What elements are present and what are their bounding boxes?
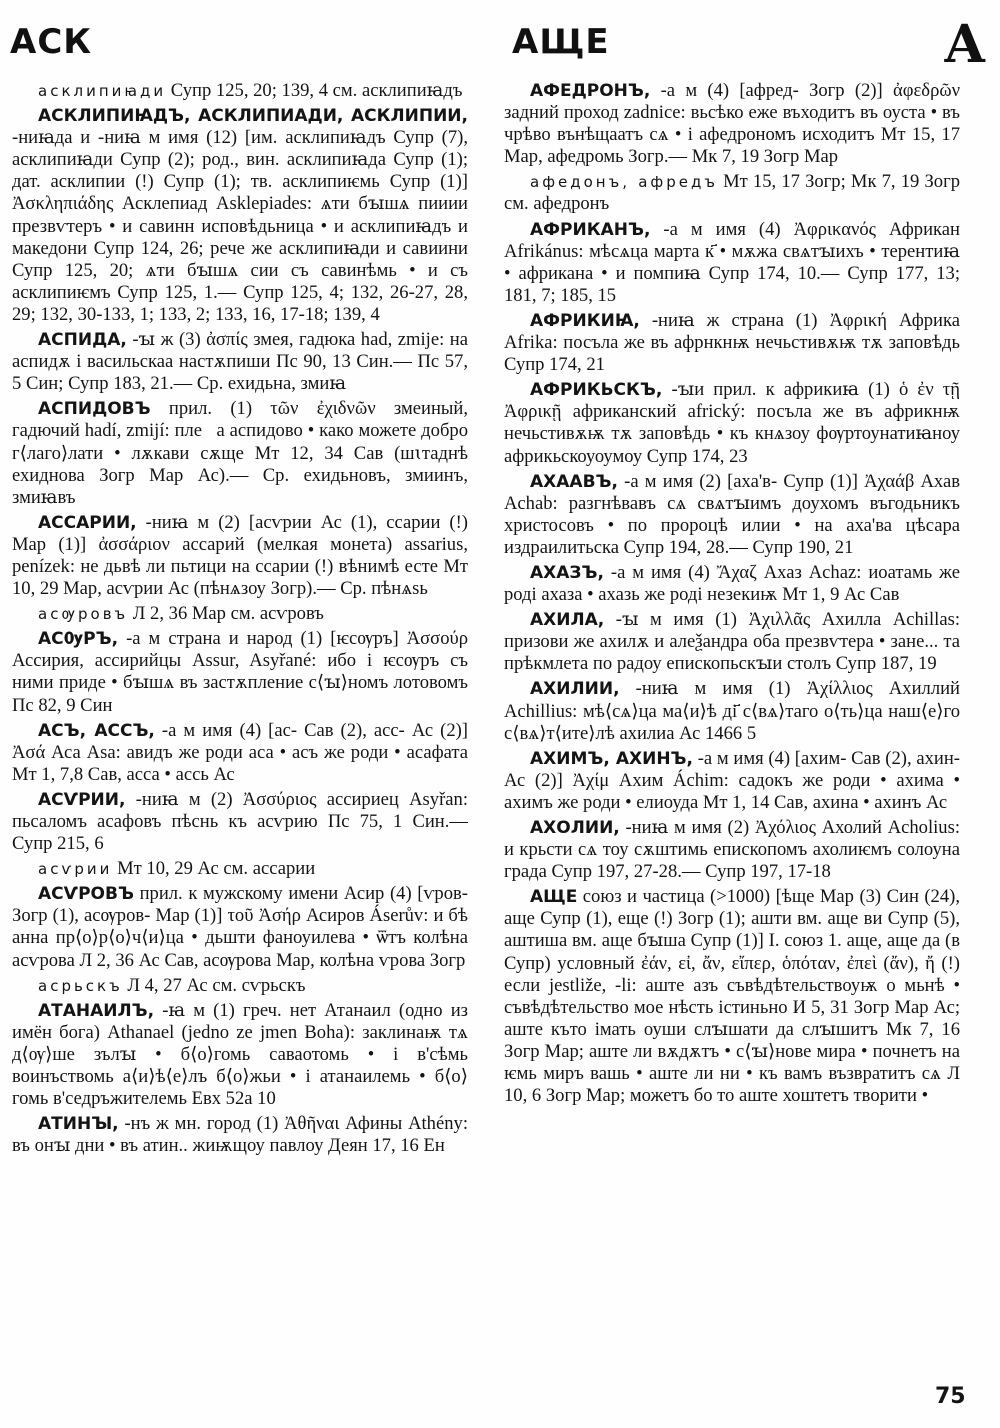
entry-headword: АХИЛА, — [530, 610, 605, 631]
entry-headword: АССАРИИ, — [38, 512, 137, 533]
dictionary-entry — [12, 858, 468, 880]
right-column — [504, 80, 960, 1110]
entry-body: Мт 10, 29 Ас см. ассарии — [112, 858, 316, 880]
entry-body: -ниꙗ м имя (1) Ἀχίλλιος Ахиллий Achillius: мѣ⟨сѧ⟩ца ма⟨и⟩ѣ ді҃ с⟨вѧ⟩таго о⟨ть⟩ца наш⟨е⟩го с⟨вѧ⟩т⟨ите⟩лѣ ахилиа Ас 1466 5 — [504, 678, 960, 744]
dictionary-entry — [12, 628, 468, 716]
running-head-left: АСК — [10, 22, 93, 62]
dictionary-entry — [12, 329, 468, 395]
entry-body: -а м (4) [афред- Зогр (2)] ἀφεδρῶν задний проход zadnice: вьсѣко еже въходитъ въ оуста • въ чрѣво вънѣщаатъ сѧ • і афедрономъ исходитъ Мт 15, 17 Мар, афедромь Зогр.— Мк 7, 19 Зогр Мар — [504, 80, 960, 168]
entry-body: -ниꙗ м имя (2) Ἀχόλιος Ахолий Acholius: и крьсти сѧ тоу сѫштимь епископомъ ахолиѥмъ солоуна града Супр 197, 27-28.— Супр 197, 17-18 — [504, 817, 960, 883]
dictionary-entry — [504, 678, 960, 744]
entry-body: прил. к мужскому имени Асир (4) [ѵров- Зогр (1), асѹров- Мар (1)] τοῦ Ἀσήρ Асиров Áserův: и бѣ анна пр⟨о⟩р⟨о⟩ч⟨и⟩ца • дьшти фаноуилева • ѿтъ колѣна асѵрова Л 2, 36 Ас Сав, асѹрова Мар, колѣна ѵрова Зогр — [12, 883, 468, 971]
page-number: 75 — [935, 1384, 966, 1409]
dictionary-entry — [504, 886, 960, 1107]
entry-headword: АХОЛИИ, — [530, 818, 620, 838]
entry-body: Л 2, 36 Мар см. асѵровъ — [128, 603, 324, 625]
entry-body: -ꙗ м (1) греч. нет Атанаил (одно из имён бога) Athanael (jedno ze jmen Boha): заклинаѭ тѧ д⟨ѹ⟩ше зълꙑ • б⟨о⟩гомь саваотомь • і в'сѣмь воинъствомь а⟨и⟩ѣ⟨е⟩лъ б⟨о⟩жьи • і атанаилемь • б⟨о⟩гомь в'седръжителемь Евх 52а 10 — [12, 999, 468, 1110]
dictionary-entry — [12, 789, 468, 855]
entry-body: -а м имя (4) Ἄχαζ Ахаз Achaz: иоатамь же роді ахаза • ахазь же роді незекиѭ Мт 1, 9 Ас Сав — [504, 561, 960, 606]
entry-headword: АСПИДОВЪ — [38, 399, 151, 420]
dictionary-entry — [12, 603, 468, 625]
dictionary-entry — [12, 1000, 468, 1110]
dictionary-entry — [12, 398, 468, 508]
dictionary-entry — [12, 883, 468, 971]
entry-body: -ꙑи прил. к африкиꙗ (1) ὁ ἐν τῇ Ἀφρικῇ африканский africký: посъла же въ африкнѭ нечьстивѫѭ тѫ заповѣдь • къ кнѧзоу фѹртоунатиꙗноу африкьскоуоумоу Супр 174, 23 — [504, 379, 960, 467]
dictionary-entry — [504, 80, 960, 168]
dictionary-entry — [504, 310, 960, 376]
entry-headword: АФРИКИꙖ, — [530, 310, 640, 331]
dictionary-entry — [12, 720, 468, 786]
entry-body: -а м имя (4) [ахим- Сав (2), ахин- Ас (2)] Ἀχίμ Ахим Áchim: садокъ же роди • ахима • ахимъ же роди • елиоуда Мт 1, 14 Сав, ахина • ахинъ Ас — [504, 747, 960, 813]
entry-body: союз и частица (>1000) [ѣще Мар (3) Син (24), аще Супр (1), еще (!) Зогр (1); ашти вм. аще ви Супр (5), аштиша вм. аще бꙑша Супр (1)] I. союз 1. аще, аще да (в Супр) условный ἐάν, εἰ, ἄν, εἴπερ, ὁπόταν, ἐπεὶ (ἄν), ἤ (!) если jestliže, -li: аште азъ съвѣдѣтельствоуѭ о мьнѣ • съвѣдѣтельство мое нѣсть істиньно И 5, 31 Зогр Мар Ас; аште къто імать оуши слꙑшати да слꙑшитъ Мк 7, 16 Зогр Мар; аште ли вѫдѫтъ • с⟨ꙑ⟩нове мира • почнетъ на ѥмь миръ вашь • аште ли ни • къ вамъ възвратитъ сѧ Л 10, 6 Зогр Мар; можетъ бо то аште хоштетъ творити • — [504, 886, 960, 1107]
entry-headword: афедонъ, афредъ — [530, 173, 718, 192]
entry-body: -ниꙗ м (2) Ἀσσύριος ассириец Asyřan: пьсаломъ асафовъ пѣснь къ асѵрию Пс 75, 1 Син.— Супр 215, 6 — [12, 788, 468, 855]
entry-headword: асѵрии — [38, 860, 113, 879]
left-column — [12, 80, 468, 1160]
entry-headword: АСКЛИПИꙖДЪ, АСКЛИПИАДИ, АСКЛИПИИ, — [38, 106, 468, 127]
entry-body: -а м имя (4) Ἀφρικανός Африкан Afrikánus: мѣсѧца марта к҃ • мѫжа свѧтꙑихъ • терентиꙗ • африкана • и помпиꙗ Супр 174, 10.— Супр 177, 13; 181, 7; 185, 15 — [504, 218, 960, 306]
entry-body: Л 4, 27 Ас см. сѵрьскъ — [122, 974, 306, 996]
entry-headword: АХАЗЪ, — [530, 562, 604, 583]
section-letter: А — [943, 14, 986, 75]
entry-headword: АТИНꙐ, — [38, 1114, 119, 1135]
dictionary-entry — [504, 748, 960, 814]
dictionary-entry — [504, 379, 960, 467]
dictionary-entry — [504, 609, 960, 675]
dictionary-entry — [12, 105, 468, 326]
entry-headword: АХИМЪ, АХИНЪ, — [530, 748, 693, 769]
dictionary-entry — [12, 80, 468, 102]
entry-body: -ꙑ м имя (1) Ἀχιλλᾶς Ахилла Achillas: призови же ахилѫ и алеѯандра оба презвѵтера • зане... та прѣкмлета по радоу епископьскꙑи столъ Супр 187, 19 — [504, 609, 960, 675]
entry-body: -а м имя (2) [аха'в- Супр (1)] Ἀχαάβ Ахав Achab: разгнѣвавъ сѧ свѧтꙑимъ доухомъ въгодьникъ христосовъ • по пророцѣ илии • на аха'ва цѣсара издраилитьска Супр 194, 28.— Супр 190, 21 — [504, 470, 960, 558]
entry-headword: АСЪ, АССЪ, — [38, 720, 155, 741]
dictionary-entry — [12, 512, 468, 600]
dictionary-entry — [504, 817, 960, 883]
dictionary-entry — [504, 471, 960, 559]
dictionary-entry — [504, 562, 960, 606]
dictionary-entry — [504, 219, 960, 307]
entry-headword: асѹровъ — [38, 605, 129, 624]
entry-headword: АСѸРЪ, — [38, 629, 119, 650]
entry-body: Мт 15, 17 Зогр; Мк 7, 19 Зогр см. афедронъ — [504, 171, 960, 215]
entry-headword: АСПИДА, — [38, 330, 127, 351]
dictionary-entry — [504, 171, 960, 215]
entry-body: -а м имя (4) [ас- Сав (2), асс- Ас (2)] Ἀσά Аса Asa: авидъ же роди аса • асъ же роди • асафата Мт 1, 7,8 Сав, асса • ассь Ас — [12, 719, 468, 785]
entry-headword: АХААВЪ, — [530, 471, 618, 492]
entry-headword: асклипиꙗди — [38, 82, 167, 100]
dictionary-entry — [12, 1113, 468, 1157]
entry-headword: АФРИКАНЪ, — [530, 219, 651, 240]
entry-body: -ниꙗда и -ниꙗ м имя (12) [им. асклипиꙗдъ Супр (7), асклипиꙗди Супр (2); род., вин. асклипиꙗда Супр (1); дат. асклипии (!) Супр (1); тв. асклипиѥмь Супр (1)] Ἀσκληπιάδης Асклепиад Asklepiades: ѧти бꙑшѧ пииии презвѵтеръ • и савинн исповѣдьница • и асклипиꙗдъ и македони Супр 124, 26; рече же асклипиꙗди и савиини Супр 125, 20; ѧти бꙑшѧ сии съ савинѣмь • и съ асклипиѥмъ Супр 125, 1.— Супр 125, 4; 132, 26-27, 28, 29; 132, 30-133, 1; 133, 2; 133, 16, 17-18; 139, 4 — [12, 127, 468, 325]
entry-headword: асрьскъ — [38, 976, 123, 995]
entry-body: -нъ ж мн. город (1) Ἀθῆναι Афины Athény: въ онꙑ дни • въ атин.. жиѭщоу павлоу Деян 17, 16 Ен — [12, 1113, 468, 1157]
entry-headword: АФЕДРОНЪ, — [530, 81, 651, 101]
entry-headword: АСѴРИИ, — [38, 789, 126, 810]
entry-body: Супр 125, 20; 139, 4 см. асклипиꙗдъ — [166, 80, 463, 101]
dictionary-entry — [12, 975, 468, 997]
entry-headword: АЩЕ — [530, 887, 578, 908]
entry-body: -ниꙗ ж страна (1) Ἀφρική Африка Afrika: посъла же въ афрнкнѭ нечьстивѫѭ тѫ заповѣдь Супр 174, 21 — [504, 309, 960, 376]
entry-headword: АФРИКЬСКЪ, — [530, 380, 663, 401]
entry-body: -ниꙗ м (2) [асѵрии Ас (1), ссарии (!) Мар (1)] ἀσσάριον ассарий (мелкая монета) assarius, penízek: не дьвѣ ли пьтици на ссарии (!) вѣнимѣ есте Мт 10, 29 Мар, асѵрии Ас (пѣнѧзоу Зогр).— Ср. пѣнѧѕь — [12, 511, 468, 600]
entry-headword: АСѴРОВЪ — [38, 884, 134, 905]
entry-body: -ꙑ ж (3) ἀσπίς змея, гадюка had, zmije: на аспидѫ і васильскаа настѫпиши Пс 90, 13 Син.— Пс 57, 5 Син; Супр 183, 21.— Ср. ехидьна, змиꙗ — [12, 329, 468, 395]
entry-body: прил. (1) τῶν ἐχιδνῶν змеиный, гадючий hadí, zmijí: плеⷨа аспидово • како можете добро г⟨лаго⟩лати • лѫкави сѫще Мт 12, 34 Сав (шꙇтаднѣ ехиднова Зогр Мар Ас).— Ср. ехидьновъ, змиинъ, змиꙗвъ — [12, 398, 468, 508]
running-head-right: АЩЕ — [512, 22, 610, 62]
entry-body: -а м страна и народ (1) [ѥсѹръ] Ἀσσούρ Ассирия, ассирийцы Assur, Asyřané: ибо і ѥсѹръ съ ними приде • бꙑшѧ въ застѫпление с⟨ꙑ⟩номъ лотовомъ Пс 82, 9 Син — [12, 628, 468, 716]
entry-headword: АТАНАИЛЪ, — [38, 1000, 155, 1021]
entry-headword: АХИЛИИ, — [530, 679, 620, 700]
